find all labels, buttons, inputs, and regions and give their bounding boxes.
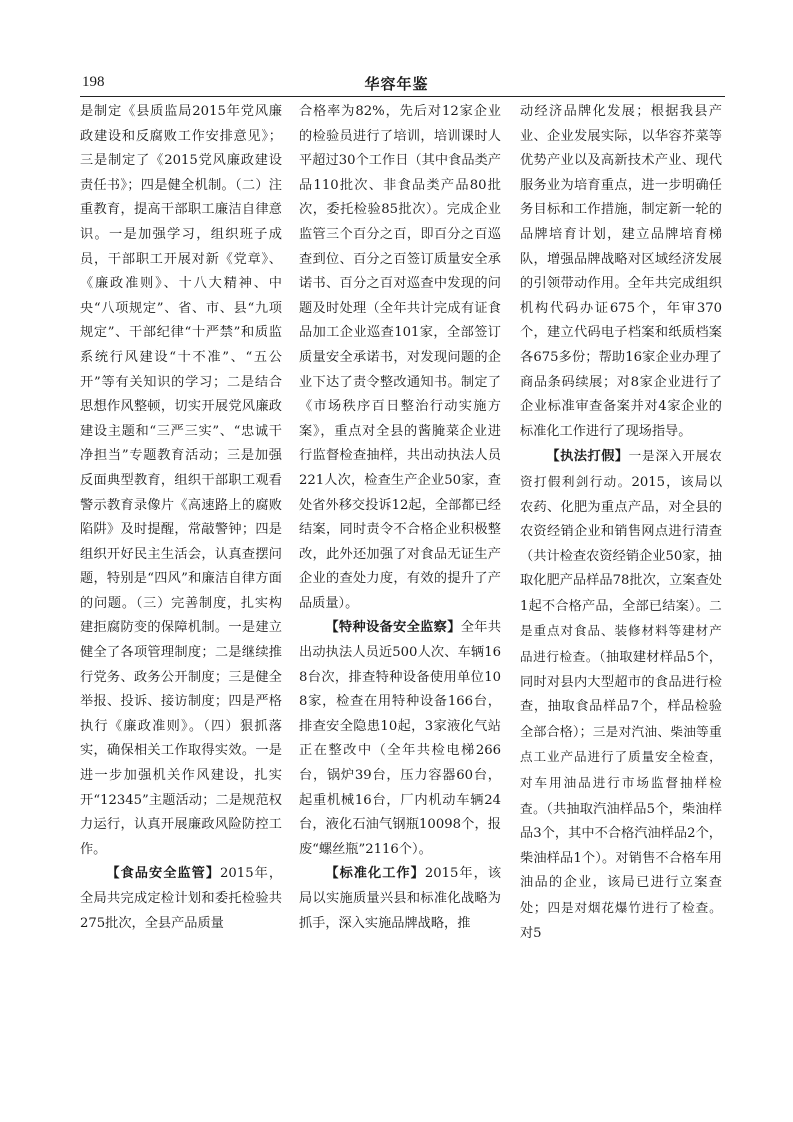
paragraph-text-emphasis: 一是深入开展农资打假利剑行动。 xyxy=(520,448,722,489)
paragraph-text: （共抽取汽油样品5个，柴油样品3个，其中不合格汽油样品2个，柴油样品1个）。对销售不合格车用油品的企业，该局已进行立案查处； xyxy=(520,801,722,916)
header-divider xyxy=(80,96,725,97)
paragraph-text-emphasis: 三是对汽油、柴油等重点工业产品进行了质量安全检查，对车用油品进行市场监督抽样检查。 xyxy=(520,723,722,816)
text-column-1 xyxy=(80,100,282,1100)
paragraph-text: 全年共出动执法人员近500人次、车辆168台次，排查特种设备使用单位108家，检查在用特种设备166台，排查安全隐患10起，3家液化气站正在整改中（全年共检电梯266台，锅炉39台，压力容器60台，起重机械16台，厂内机动车辆24台，液化石油气钢瓶10098个，报废“螺丝瓶”2116个）。 xyxy=(299,620,501,857)
running-title: 华容年鉴 xyxy=(364,75,429,93)
paragraph-text: 2015年，该局以实施质量兴县和标准化战略为抓手，深入实施品牌战略，推 xyxy=(299,866,501,931)
paragraph-text-emphasis: 二是重点对食品、装修材料等建材产品进行检查。 xyxy=(520,597,722,665)
text-column-2 xyxy=(299,100,501,1100)
section-heading-law-enforcement: 【执法打假】 xyxy=(546,449,629,465)
page-number: 198 xyxy=(82,74,105,90)
section-heading-standardization: 【标准化工作】 xyxy=(325,866,425,882)
section-heading-food-safety: 【食品安全监管】 xyxy=(106,866,221,882)
paragraph-food-safety xyxy=(80,862,282,936)
text-column-3 xyxy=(520,100,722,1100)
paragraph-law-enforcement xyxy=(520,444,722,946)
paragraph-text: 对5 xyxy=(520,925,542,941)
paragraph-text-emphasis: 四是对烟花爆竹进行了检查。 xyxy=(546,900,722,915)
paragraph: 动经济品牌化发展；根据我县产业、企业发展实际，以华容芥菜等优势产业以及高新技术产业、现代服务业为培育重点，进一步明确任务目标和工作措施，制定新一轮的品牌培育计划，建立品牌培育梯队，增强品牌战略对区域经济发展的引领带动作用。全年共完成组织机构代码办证675个，年审370个，建立代码电子档案和纸质档案各675多份；帮助16家企业办理了商品条码续展；对8家企业进行了企业标准审查备案并对4家企业的标准化工作进行了现场指导。 xyxy=(520,104,722,439)
section-heading-special-equipment: 【特种设备安全监察】 xyxy=(325,620,461,636)
paragraph-standardization xyxy=(299,862,501,936)
paragraph-text: 2015年，全局共完成定检计划和委托检验共275批次，全县产品质量 xyxy=(80,866,282,931)
paragraph: 合格率为82%，先后对12家企业的检验员进行了培训，培训课时人平超过30个工作日（其中食品类产品110批次、非食品类产品80批次，委托检验85批次）。完成企业监管三个百分之百，即百分之百巡查到位、百分之百签订质量安全承诺书、百分之百对巡查中发现的问题及时处理（全年共计完成有证食品加工企业巡查101家，全部签订质量安全承诺书，对发现问题的企业下达了责令整改通知书。制定了《市场秩序百日整治行动实施方案》，重点对全县的酱腌菜企业进行监督检查抽样，共出动执法人员221人次，检查生产企业50家，查处省外移交投诉12起，全部都已经结案，同时责令不合格企业积极整改，此外还加强了对食品无证生产企业的查处力度，有效的提升了产品质量）。 xyxy=(299,104,501,611)
paragraph: 是制定《县质监局2015年党风廉政建设和反腐败工作安排意见》；三是制定了《2015党风廉政建设责任书》；四是健全机制。（二）注重教育，提高干部职工廉洁自律意识。一是加强学习，组织班子成员，干部职工开展对新《党章》、《廉政准则》、十八大精神、中央“八项规定”、省、市、县“九项规定”、干部纪律“十严禁”和质监系统行风建设“十不准”、“五公开”等有关知识的学习；二是结合思想作风整顿，切实开展党风廉政建设主题和“三严三实”、“忠诚干净担当”专题教育活动；三是加强反面典型教育，组织干部职工观看警示教育录像片《高速路上的腐败陷阱》及时提醒，常敲警钟；四是组织开好民主生活会，认真查摆问题，特别是“四风”和廉洁自律方面的问题。（三）完善制度，扎实构建拒腐防变的保障机制。一是建立健全了各项管理制度；二是继续推行党务、政务公开制度；三是健全举报、投诉、接访制度；四是严格执行《廉政准则》。（四）狠抓落实，确保相关工作取得实效。一是进一步加强机关作风建设，扎实开“12345”主题活动；二是规范权力运行，认真开展廉政风险防控工作。 xyxy=(80,104,282,857)
paragraph-text: 2015，该局以农药、化肥为重点产品，对全县的农资经销企业和销售网点进行清查（共计检查农资经销企业50家，抽取化肥产品样品78批次，立案查处1起不合格产品，全部已结案）。 xyxy=(520,474,722,614)
paragraph-special-equipment xyxy=(299,616,501,862)
paragraph-text: （抽取建材样品5个，同时对县内大型超市的食品进行检查，抽取食品样品7个，样品检验全部合格）； xyxy=(520,650,722,740)
